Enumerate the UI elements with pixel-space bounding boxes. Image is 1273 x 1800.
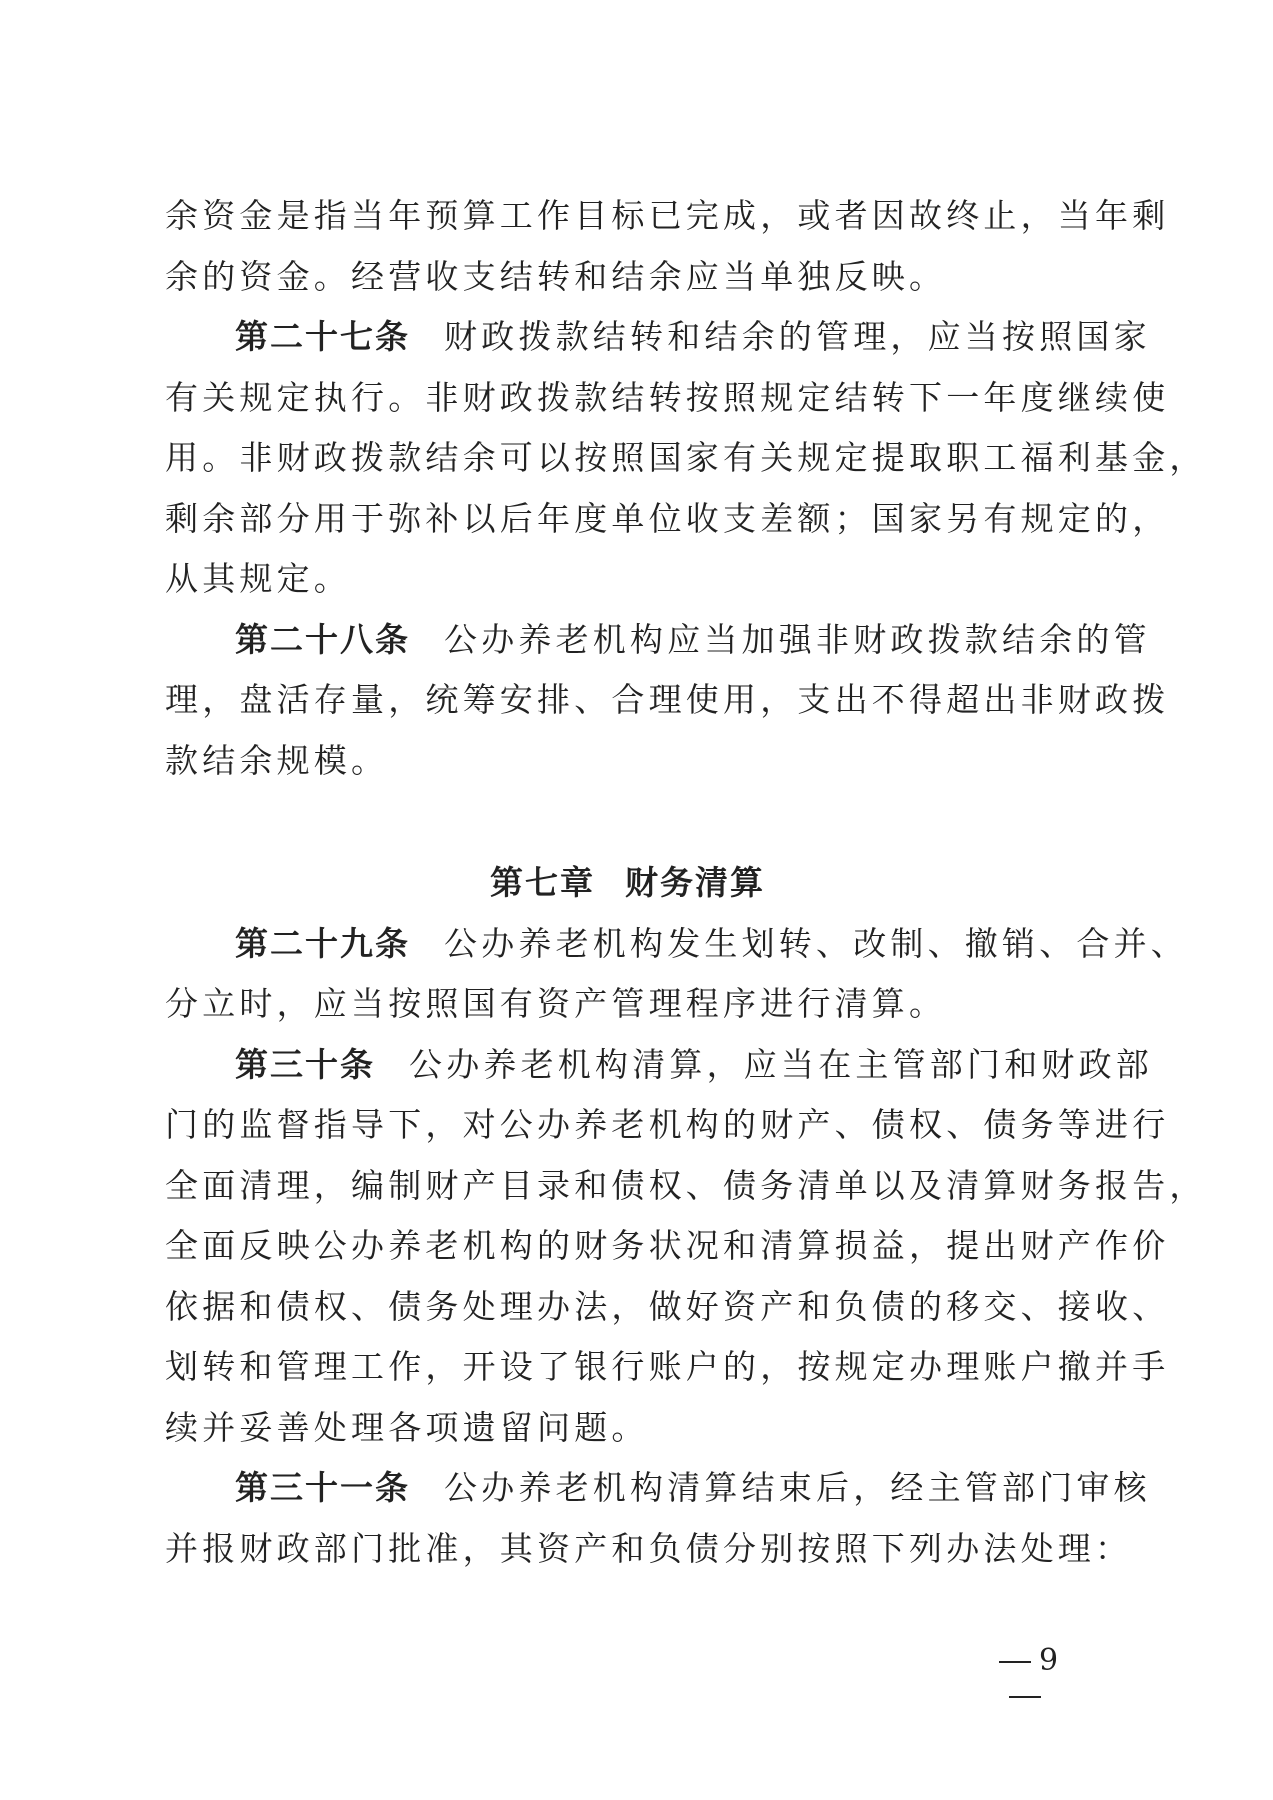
article-30-first-line xyxy=(165,1035,1153,1096)
article-29-first-line xyxy=(165,914,1188,975)
page-number-dash-right xyxy=(1009,1696,1041,1698)
paragraph-line: 理，盘活存量，统筹安排、合理使用，支出不得超出非财政拨 xyxy=(165,680,1170,719)
chapter-number: 第七章 xyxy=(490,863,595,902)
paragraph-line: 并报财政部门批准，其资产和负债分别按照下列办法处理： xyxy=(165,1528,1133,1568)
article-27-first-line xyxy=(165,307,1151,368)
article-text: 财政拨款结转和结余的管理，应当按照国家 xyxy=(444,317,1151,356)
article-text: 公办养老机构清算结束后，经主管部门审核 xyxy=(444,1468,1151,1507)
article-heading: 第二十九条 xyxy=(235,923,410,963)
paragraph-line: 门的监督指导下，对公办养老机构的财产、债权、债务等进行 xyxy=(165,1105,1170,1144)
paragraph-line: 依据和债权、债务处理办法，做好资产和负债的移交、接收、 xyxy=(165,1286,1170,1326)
paragraph-line: 从其规定。 xyxy=(165,559,351,598)
chapter-title: 财务清算 xyxy=(625,863,765,902)
section-spacer xyxy=(165,791,1090,853)
article-28-first-line xyxy=(165,610,1151,671)
page-number xyxy=(970,1643,1080,1713)
paragraph-line: 分立时，应当按照国有资产管理程序进行清算。 xyxy=(165,984,947,1023)
paragraph-line: 全面反映公办养老机构的财务状况和清算损益，提出财产作价 xyxy=(165,1226,1170,1265)
page-number-value: 9 xyxy=(1038,1643,1060,1678)
paragraph-line: 余的资金。经营收支结转和结余应当单独反映。 xyxy=(165,256,947,296)
paragraph-line: 余资金是指当年预算工作目标已完成，或者因故终止，当年剩 xyxy=(165,196,1170,235)
paragraph-line: 用。非财政拨款结余可以按照国家有关规定提取职工福利基金， xyxy=(165,438,1207,477)
chapter-heading xyxy=(165,853,1090,914)
paragraph-line: 剩余部分用于弥补以后年度单位收支差额；国家另有规定的， xyxy=(165,498,1170,538)
article-text: 公办养老机构清算，应当在主管部门和财政部 xyxy=(409,1044,1153,1084)
article-text: 公办养老机构应当加强非财政拨款结余的管 xyxy=(444,619,1151,659)
document-page xyxy=(165,186,1207,1579)
article-heading: 第三十一条 xyxy=(235,1468,410,1507)
article-text: 公办养老机构发生划转、改制、撤销、合并、 xyxy=(444,923,1188,963)
paragraph-line: 续并妥善处理各项遗留问题。 xyxy=(165,1407,649,1447)
paragraph-line: 划转和管理工作，开设了银行账户的，按规定办理账户撤并手 xyxy=(165,1347,1170,1386)
article-heading: 第二十七条 xyxy=(235,317,410,356)
paragraph-line: 有关规定执行。非财政拨款结转按照规定结转下一年度继续使 xyxy=(165,377,1170,417)
article-heading: 第三十条 xyxy=(235,1044,375,1084)
page-number-dash-left xyxy=(999,1661,1031,1663)
paragraph-line: 款结余规模。 xyxy=(165,740,389,780)
paragraph-line: 全面清理，编制财产目录和债权、债务清单以及清算财务报告， xyxy=(165,1165,1207,1205)
article-31-first-line xyxy=(165,1458,1151,1519)
article-heading: 第二十八条 xyxy=(235,619,410,659)
